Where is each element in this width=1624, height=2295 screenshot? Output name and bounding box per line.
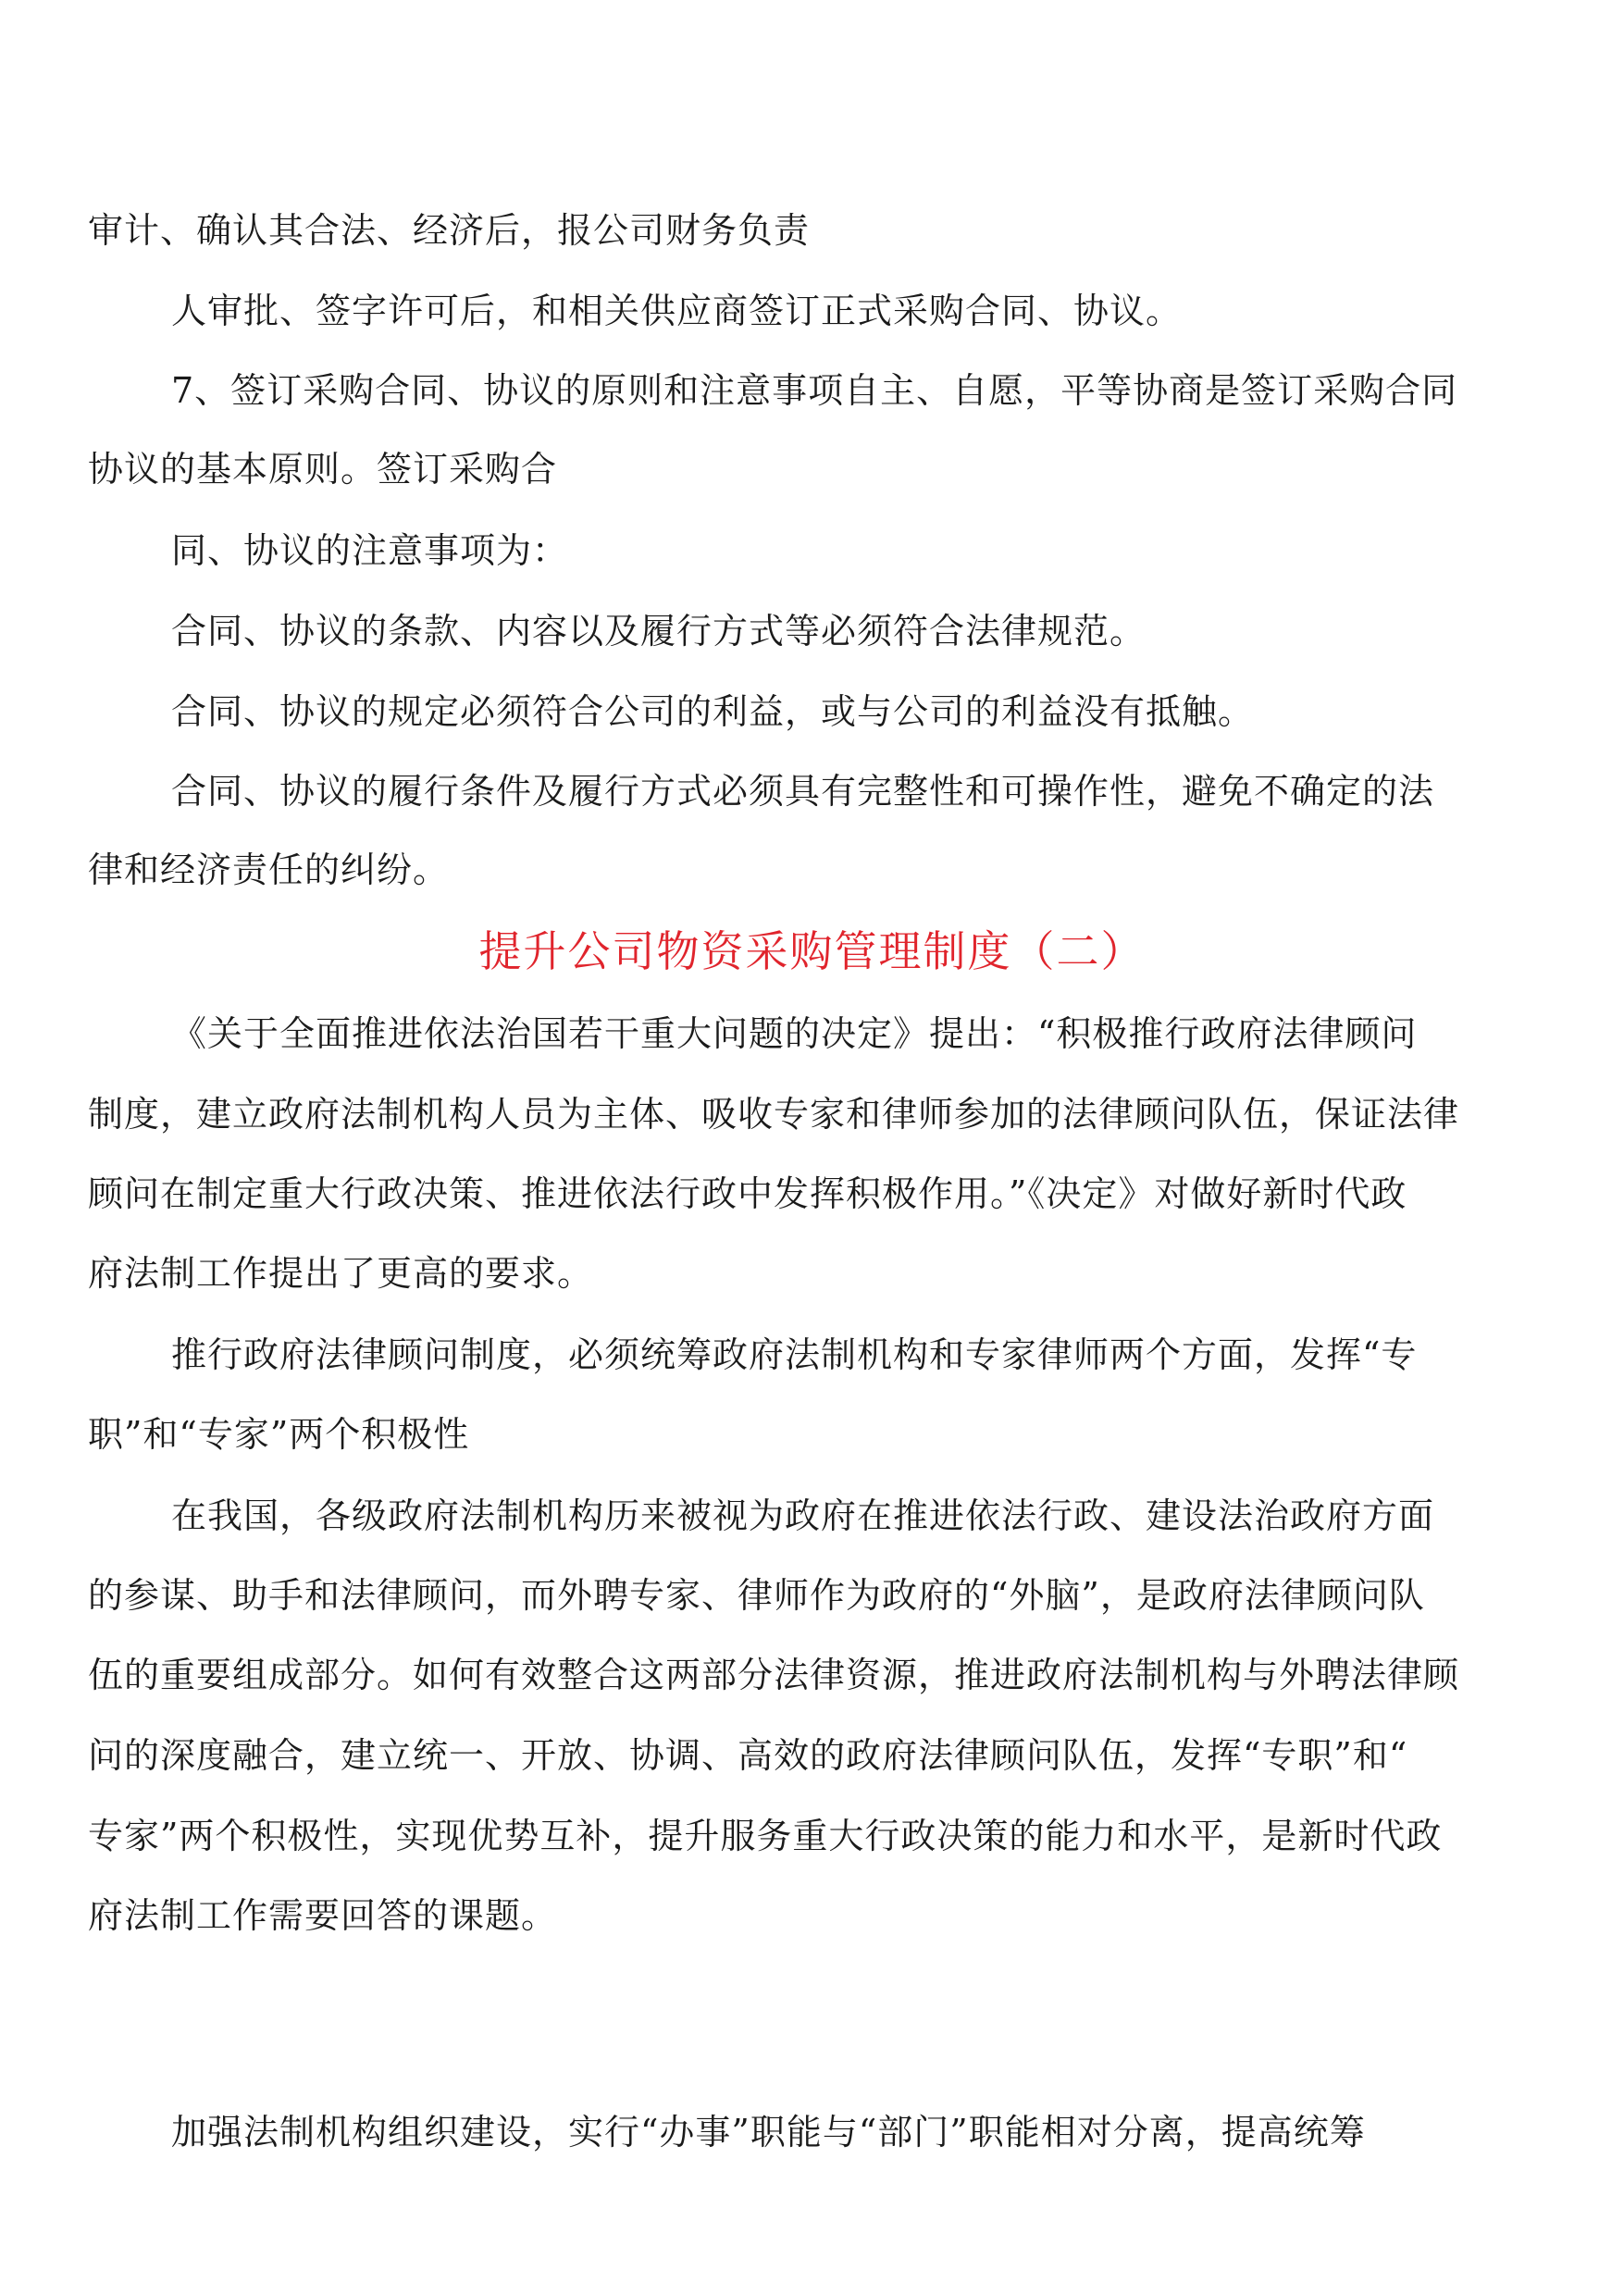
paragraph-line: 律和经济责任的纠纷。 [88, 850, 450, 890]
paragraph-line: 合同、协议的履行条件及履行方式必须具有完整性和可操作性，避免不确定的法 [171, 771, 1435, 812]
paragraph-line: 推行政府法律顾问制度，必须统筹政府法制机构和专家律师两个方面，发挥“专 [171, 1334, 1418, 1375]
paragraph-line: 同、协议的注意事项为： [171, 530, 569, 571]
paragraph-line: 府法制工作需要回答的课题。 [88, 1895, 558, 1936]
paragraph-line: 伍的重要组成部分。如何有效整合这两部分法律资源，推进政府法制机构与外聘法律顾 [88, 1655, 1460, 1695]
paragraph-line: 顾问在制定重大行政决策、推进依法行政中发挥积极作用。”《决定》对做好新时代政 [88, 1173, 1407, 1214]
paragraph-line: 职”和“专家”两个积极性 [88, 1414, 470, 1455]
paragraph-line: 合同、协议的规定必须符合公司的利益，或与公司的利益没有抵触。 [171, 691, 1255, 732]
paragraph-line: 审计、确认其合法、经济后，报公司财务负责 [88, 210, 811, 251]
paragraph-line: 问的深度融合，建立统一、开放、协调、高效的政府法律顾问队伍，发挥“专职”和“ [88, 1735, 1408, 1776]
section-title: 提升公司物资采购管理制度（二） [478, 926, 1146, 976]
paragraph-line: 制度，建立政府法制机构人员为主体、吸收专家和律师参加的法律顾问队伍，保证法律 [88, 1094, 1460, 1135]
paragraph-line: 人审批、签字许可后，和相关供应商签订正式采购合同、协议。 [171, 291, 1183, 331]
paragraph-line: 加强法制机构组织建设，实行“办事”职能与“部门”职能相对分离，提高统筹 [171, 2112, 1366, 2152]
paragraph-line: 协议的基本原则。签订采购合 [88, 449, 558, 490]
paragraph-line: 府法制工作提出了更高的要求。 [88, 1253, 594, 1294]
paragraph-line: 在我国，各级政府法制机构历来被视为政府在推进依法行政、建设法治政府方面 [171, 1495, 1435, 1536]
paragraph-line: 7、签订采购合同、协议的原则和注意事项自主、自愿，平等协商是签订采购合同 [171, 370, 1458, 411]
paragraph-line: 的参谋、助手和法律顾问，而外聘专家、律师作为政府的“外脑”，是政府法律顾问队 [88, 1575, 1425, 1616]
paragraph-line: 《关于全面推进依法治国若干重大问题的决定》提出：“积极推行政府法律顾问 [171, 1013, 1418, 1054]
paragraph-line: 专家”两个积极性，实现优势互补，提升服务重大行政决策的能力和水平，是新时代政 [88, 1816, 1443, 1856]
paragraph-line: 合同、协议的条款、内容以及履行方式等必须符合法律规范。 [171, 611, 1147, 651]
